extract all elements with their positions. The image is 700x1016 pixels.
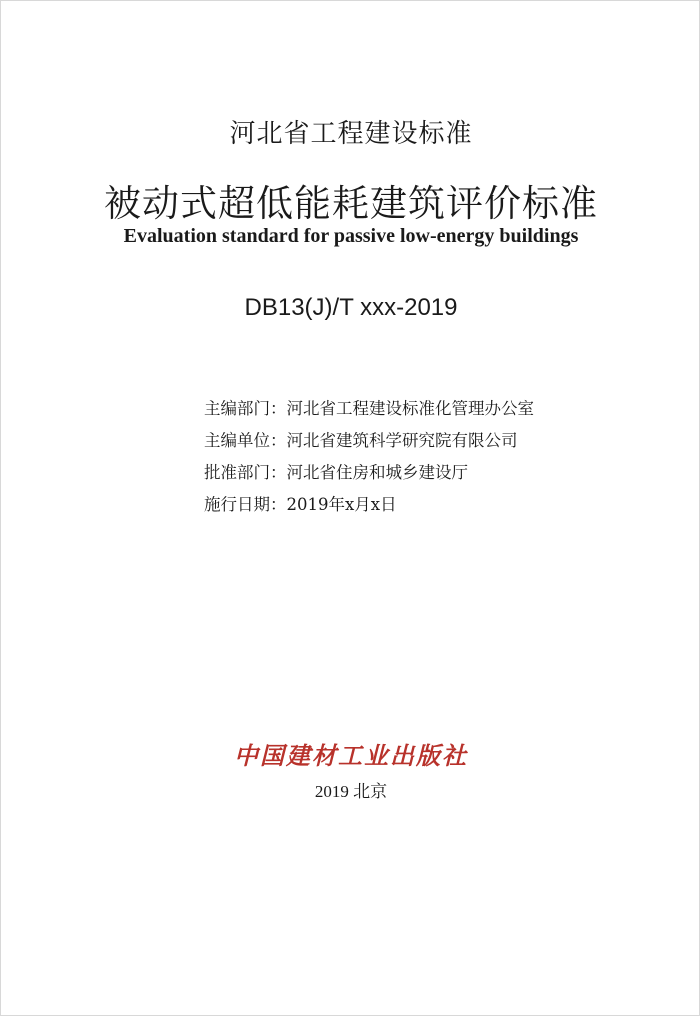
meta-label: 主编单位： [204, 431, 287, 450]
standard-code: DB13(J)/T xxx-2019 [244, 294, 458, 321]
standard-series: 河北省工程建设标准 [229, 119, 473, 149]
meta-label: 批准部门： [204, 463, 287, 482]
meta-label: 施行日期： [204, 495, 287, 514]
meta-value: 河北省住房和城乡建设厅 [286, 463, 468, 482]
meta-value: 河北省建筑科学研究院有限公司 [286, 431, 518, 450]
publisher-logo: 中国建材工业出版社 [234, 741, 468, 770]
meta-row-effective-date [204, 493, 534, 525]
meta-value: 河北省工程建设标准化管理办公室 [286, 399, 534, 418]
page-title-english: Evaluation standard for passive low-energy buildings [123, 225, 579, 247]
meta-row-approval-dept [204, 461, 534, 493]
meta-label: 主编部门： [204, 399, 287, 418]
publication-place-year: 2019 北京 [314, 782, 388, 801]
meta-row-editor-unit [204, 429, 534, 461]
meta-info [204, 397, 534, 525]
page-title: 被动式超低能耗建筑评价标准 [104, 182, 598, 225]
meta-value: 2019年x月x日 [286, 495, 397, 514]
meta-row-editor-dept [204, 397, 534, 429]
